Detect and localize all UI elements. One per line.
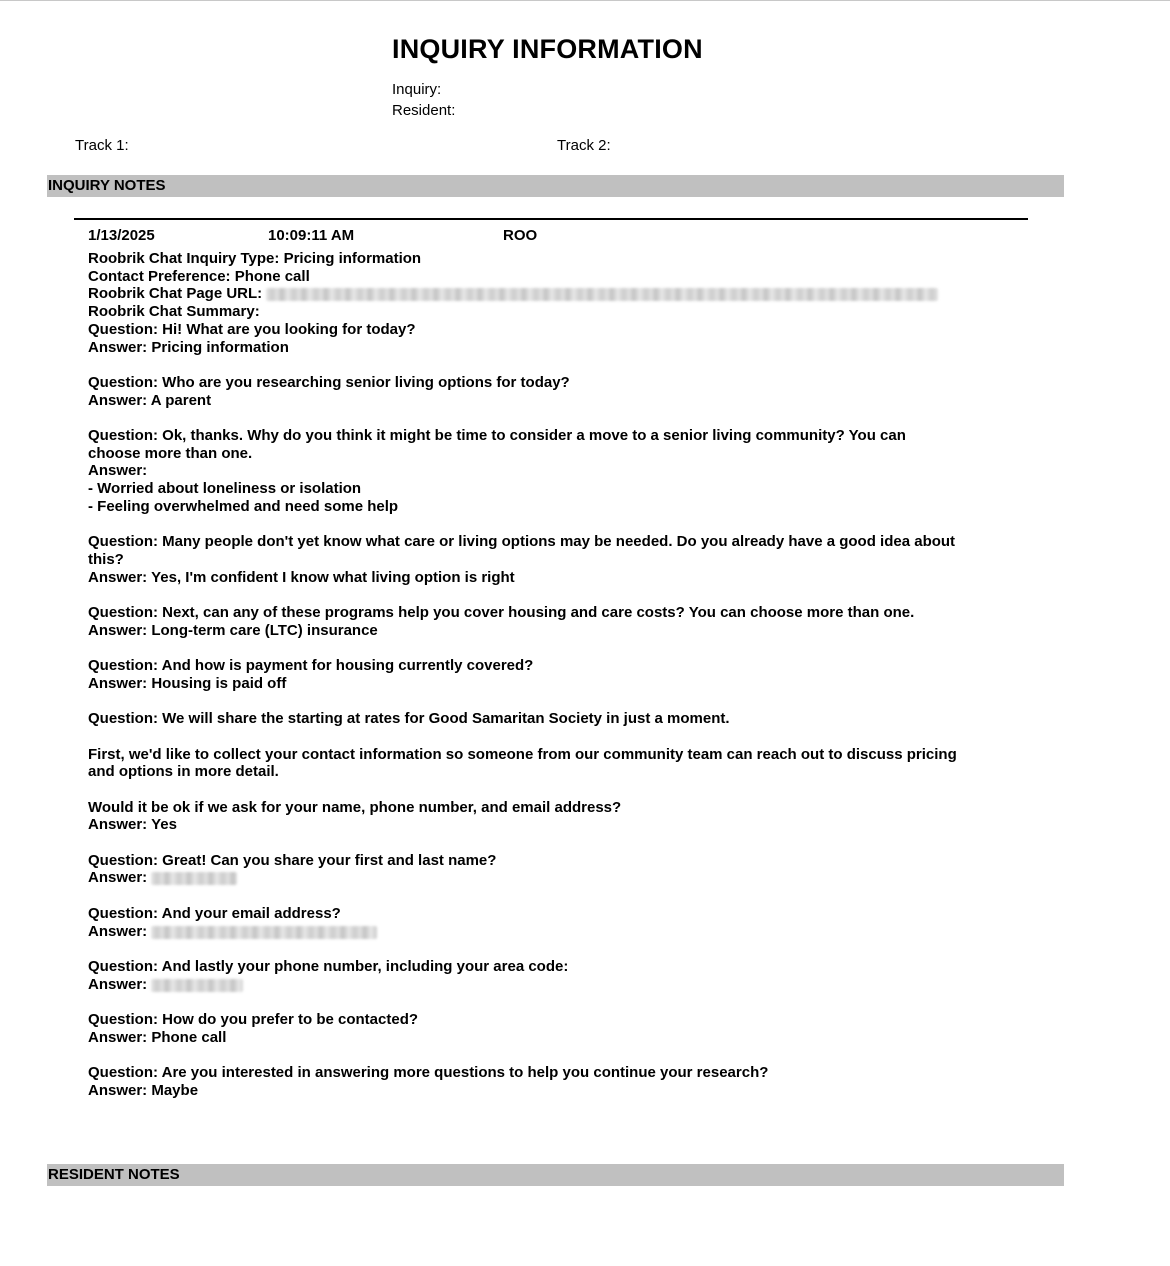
- note-line: - Worried about loneliness or isolation: [88, 480, 362, 498]
- track1-label: Track 1:: [75, 137, 129, 154]
- note-line: [88, 923, 958, 941]
- note-line: Contact Preference: Phone call: [88, 267, 310, 285]
- blank-line: [88, 586, 958, 604]
- note-line: Answer: Yes, I'm confident I know what living option is right: [88, 568, 515, 586]
- note-line: Question: And your email address?: [88, 904, 341, 922]
- note-line: Answer: Housing is paid off: [88, 674, 287, 692]
- note-line: Question: Hi! What are you looking for today?: [88, 320, 416, 338]
- note-line: [88, 976, 958, 994]
- blank-line: [88, 728, 958, 746]
- note-line: Question: And how is payment for housing currently covered?: [88, 657, 534, 675]
- blank-line: [88, 693, 958, 711]
- page-url-label: Roobrik Chat Page URL:: [88, 285, 263, 303]
- inquiry-label: Inquiry:: [392, 81, 442, 98]
- note-line: Roobrik Chat Summary:: [88, 303, 260, 321]
- blank-line: [88, 940, 958, 958]
- note-date: 1/13/2025: [88, 227, 155, 244]
- note-line: Roobrik Chat Inquiry Type: Pricing information: [88, 250, 422, 267]
- page-title: INQUIRY INFORMATION: [392, 34, 703, 64]
- page-top-border: [0, 0, 1170, 1]
- track2-label: Track 2:: [557, 137, 611, 154]
- blank-line: [88, 356, 958, 374]
- note-line: Question: Many people don't yet know what care or living options may be needed. Do you already have a good idea about this?: [88, 533, 956, 568]
- answer-label: Answer:: [88, 975, 148, 993]
- inquiry-notes-section-header: [47, 175, 1064, 197]
- note-line: [88, 869, 958, 887]
- note-line: First, we'd like to collect your contact information so someone from our community team can reach out to discuss pricing and options in more detail.: [88, 745, 957, 781]
- note-line: Question: Ok, thanks. Why do you think it might be time to consider a move to a senior living community? You can choose more than one.: [88, 427, 906, 462]
- answer-label: Answer:: [88, 869, 148, 887]
- note-line: Answer: Maybe: [88, 1081, 199, 1099]
- blank-line: [88, 1046, 958, 1064]
- note-line: Question: How do you prefer to be contacted?: [88, 1011, 419, 1029]
- resident-notes-heading: RESIDENT NOTES: [48, 1166, 180, 1183]
- note-line: Answer: Phone call: [88, 1028, 227, 1046]
- inquiry-note-body: [88, 250, 958, 1100]
- resident-notes-section-header: [47, 1164, 1064, 1186]
- redacted-phone: [151, 979, 243, 992]
- note-divider: [74, 218, 1028, 220]
- note-line: Answer: Yes: [88, 816, 177, 834]
- note-line: Answer: A parent: [88, 391, 212, 409]
- redacted-url: [266, 288, 938, 301]
- blank-line: [88, 834, 958, 852]
- note-line: - Feeling overwhelmed and need some help: [88, 497, 399, 515]
- note-line: Question: Next, can any of these programs help you cover housing and care costs? You can choose more than one.: [88, 604, 915, 621]
- redacted-name: [151, 872, 237, 885]
- note-line: Would it be ok if we ask for your name, phone number, and email address?: [88, 798, 622, 816]
- blank-line: [88, 887, 958, 905]
- note-line: Question: We will share the starting at rates for Good Samaritan Society in just a moment.: [88, 710, 730, 728]
- note-line: [88, 285, 958, 303]
- note-line: Answer:: [88, 462, 148, 480]
- redacted-email: [151, 926, 377, 939]
- answer-label: Answer:: [88, 922, 148, 940]
- note-line: Answer: Long-term care (LTC) insurance: [88, 621, 378, 639]
- note-time: 10:09:11 AM: [268, 227, 355, 244]
- note-line: Question: Great! Can you share your first and last name?: [88, 851, 497, 869]
- inquiry-notes-heading: INQUIRY NOTES: [48, 177, 166, 194]
- note-user: ROO: [503, 227, 538, 244]
- note-line: Answer: Pricing information: [88, 338, 289, 356]
- resident-label: Resident:: [392, 102, 456, 119]
- note-line: Question: Are you interested in answering more questions to help you continue your research?: [88, 1064, 769, 1082]
- blank-line: [88, 993, 958, 1011]
- note-line: Question: And lastly your phone number, including your area code:: [88, 957, 569, 975]
- note-line: Question: Who are you researching senior living options for today?: [88, 373, 570, 391]
- blank-line: [88, 409, 958, 427]
- blank-line: [88, 639, 958, 657]
- blank-line: [88, 516, 958, 534]
- blank-line: [88, 781, 958, 799]
